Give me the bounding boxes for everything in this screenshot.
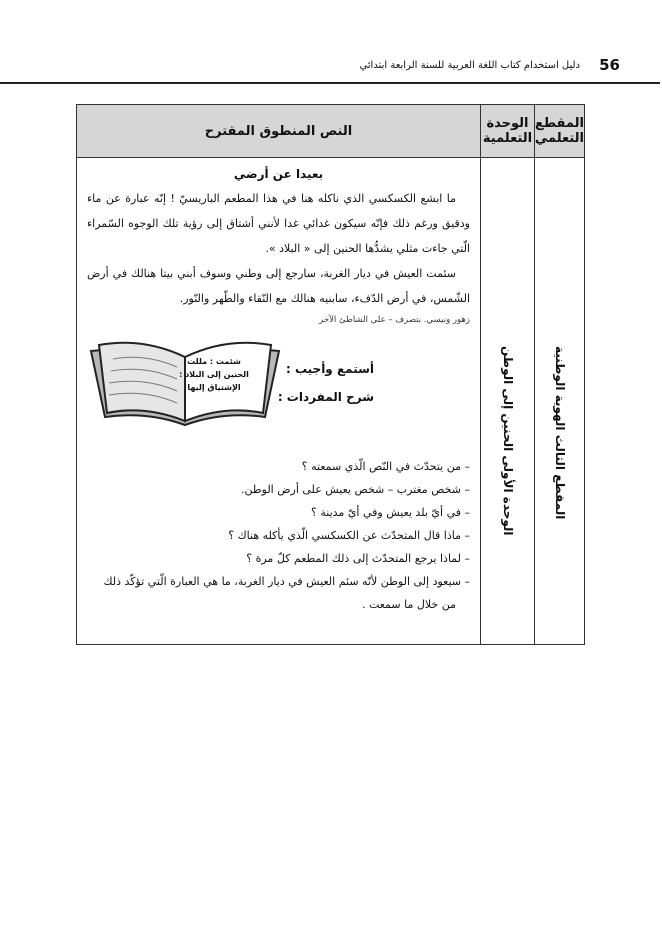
unit-cell <box>481 158 535 645</box>
segment-cell <box>535 158 585 645</box>
header-unit: الوحدة التعلمية <box>481 105 535 158</box>
lesson-table <box>76 104 585 645</box>
book-text <box>169 355 259 394</box>
text-source: زهور ونيسي. بتصرف – على الشاطئ الآخر <box>319 315 470 325</box>
text-title: بعيدا عن أرضي <box>233 167 324 181</box>
running-title: دليل استخدام كتاب اللغة العربية للسنة الرابعة ابتدائي <box>359 60 580 71</box>
header-segment: المقطع التعلمي <box>535 105 585 158</box>
list-item: – من يتحدّث في النّص الّذي سمعته ؟ <box>301 460 470 473</box>
book-line-1: شئمت : مللت <box>187 357 241 366</box>
exercise-area <box>87 333 470 455</box>
page-number: 56 <box>599 56 620 74</box>
list-item: – سيعود إلى الوطن لأنّه سئم العيش في ديار الغربة، ما هي العبارة الّتي تؤكّد ذلك <box>103 575 470 588</box>
book-line-3: الإشتياق إليها <box>187 383 241 392</box>
list-item: – ماذا قال المتحدّث عن الكسكسي الّذي يأكله هناك ؟ <box>228 529 470 542</box>
vocab-heading: شرح المفردات : <box>277 390 374 404</box>
list-item: – في أيّ بلد يعيش وفي أيّ مدينة ؟ <box>311 506 470 519</box>
paragraph-1: ما ابشع الكسكسي الذي ناكله هنا في هذا المطعم الباريسيّ ! إنّه عبارة عن ماء ودقيق ورغم ذلك فإنّه سيكون غدائي غدا لأنني أشتاق إلى رؤية تلك الوجوه السّمراء الّتي جاءت مثلي يشدُّها الحنين إلى « البلاد ». <box>87 192 470 255</box>
listen-answer-heading: أستمع وأجيب : <box>285 362 374 376</box>
paragraph-2: سئمت العيش في ديار الغربة، سارجع إلى وطني وسوف أبني بيتا هنالك في أرض الشّمس، في أرض الدّفء، سابنيه هنالك مع النّقاء والطّهر والنّور. <box>87 267 470 305</box>
list-item: من خلال ما سمعت . <box>361 598 456 611</box>
list-item: – لماذا يرجع المتحدّث إلى ذلك المطعم كلّ مرة ؟ <box>246 552 470 565</box>
header-rule <box>0 82 660 84</box>
unit-value: الوحدة الأولى الحنين إلى الوطن <box>501 346 515 536</box>
list-item: – شخص مغترب – شخص يعيش على أرض الوطن. <box>241 483 470 496</box>
text-cell <box>77 158 481 645</box>
book-line-2: الحنين إلى البلاد : <box>179 370 249 379</box>
page-header <box>0 52 662 82</box>
questions-list <box>87 455 470 616</box>
segment-value: المقطع الثالث الهوية الوطنية <box>553 346 567 520</box>
header-text: النص المنطوق المقترح <box>77 105 481 158</box>
